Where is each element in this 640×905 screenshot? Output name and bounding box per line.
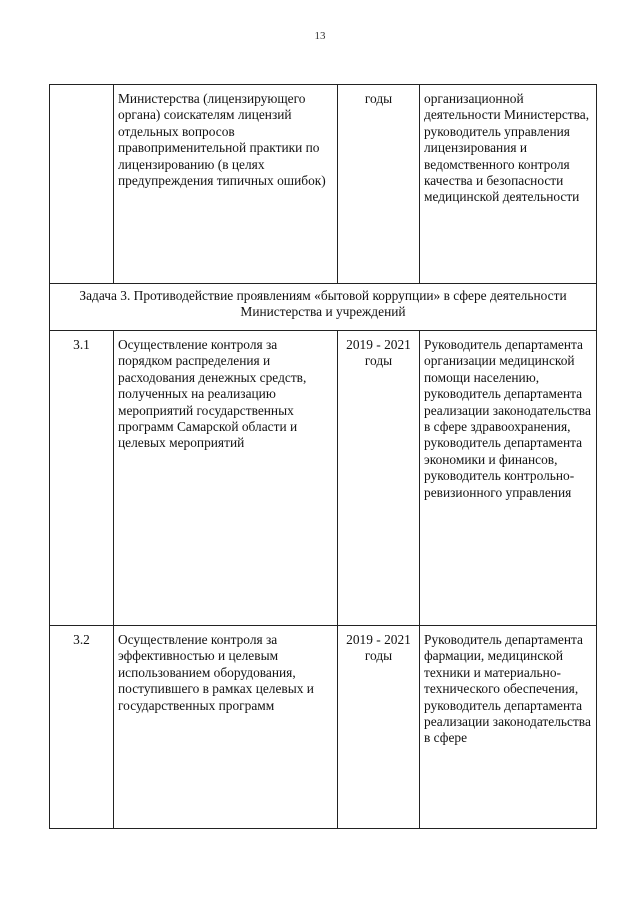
term-cell: годы (338, 85, 420, 284)
table-row (50, 331, 597, 626)
table-row (50, 626, 597, 829)
page-number: 13 (314, 30, 326, 42)
term-cell: 2019 - 2021 годы (338, 331, 420, 626)
row-number-cell: 3.2 (50, 626, 114, 829)
task-heading: Задача 3. Противодействие проявлениям «бытовой коррупции» в сфере деятельности Министерства и учреждений (50, 284, 597, 331)
task-heading-row (50, 284, 597, 331)
responsible-cell: Руководитель департамента фармации, медицинской техники и материально-технического обеспечения, руководитель департамента реализации законодательства в сфере (420, 626, 597, 829)
responsible-cell: Руководитель департамента организации медицинской помощи населению, руководитель департамента реализации законодательства в сфере здравоохранения, руководитель департамента экономики и финансов, руководитель контрольно-ревизионного управления (420, 331, 597, 626)
row-number-cell (50, 85, 114, 284)
activity-cell: Осуществление контроля за порядком распределения и расходования денежных средств, полученных на реализацию мероприятий государственных программ Самарской области и целевых мероприятий (114, 331, 338, 626)
activity-cell: Министерства (лицензирующего органа) соискателям лицензий отдельных вопросов правоприменительной практики по лицензированию (в целях предупреждения типичных ошибок) (114, 85, 338, 284)
responsible-cell: организационной деятельности Министерства, руководитель управления лицензирования и ведомственного контроля качества и безопасности медицинской деятельности (420, 85, 597, 284)
term-cell: 2019 - 2021 годы (338, 626, 420, 829)
table-row (50, 85, 597, 284)
row-number-cell: 3.1 (50, 331, 114, 626)
measures-table (49, 84, 597, 829)
activity-cell: Осуществление контроля за эффективностью и целевым использованием оборудования, поступившего в рамках целевых и государственных программ (114, 626, 338, 829)
